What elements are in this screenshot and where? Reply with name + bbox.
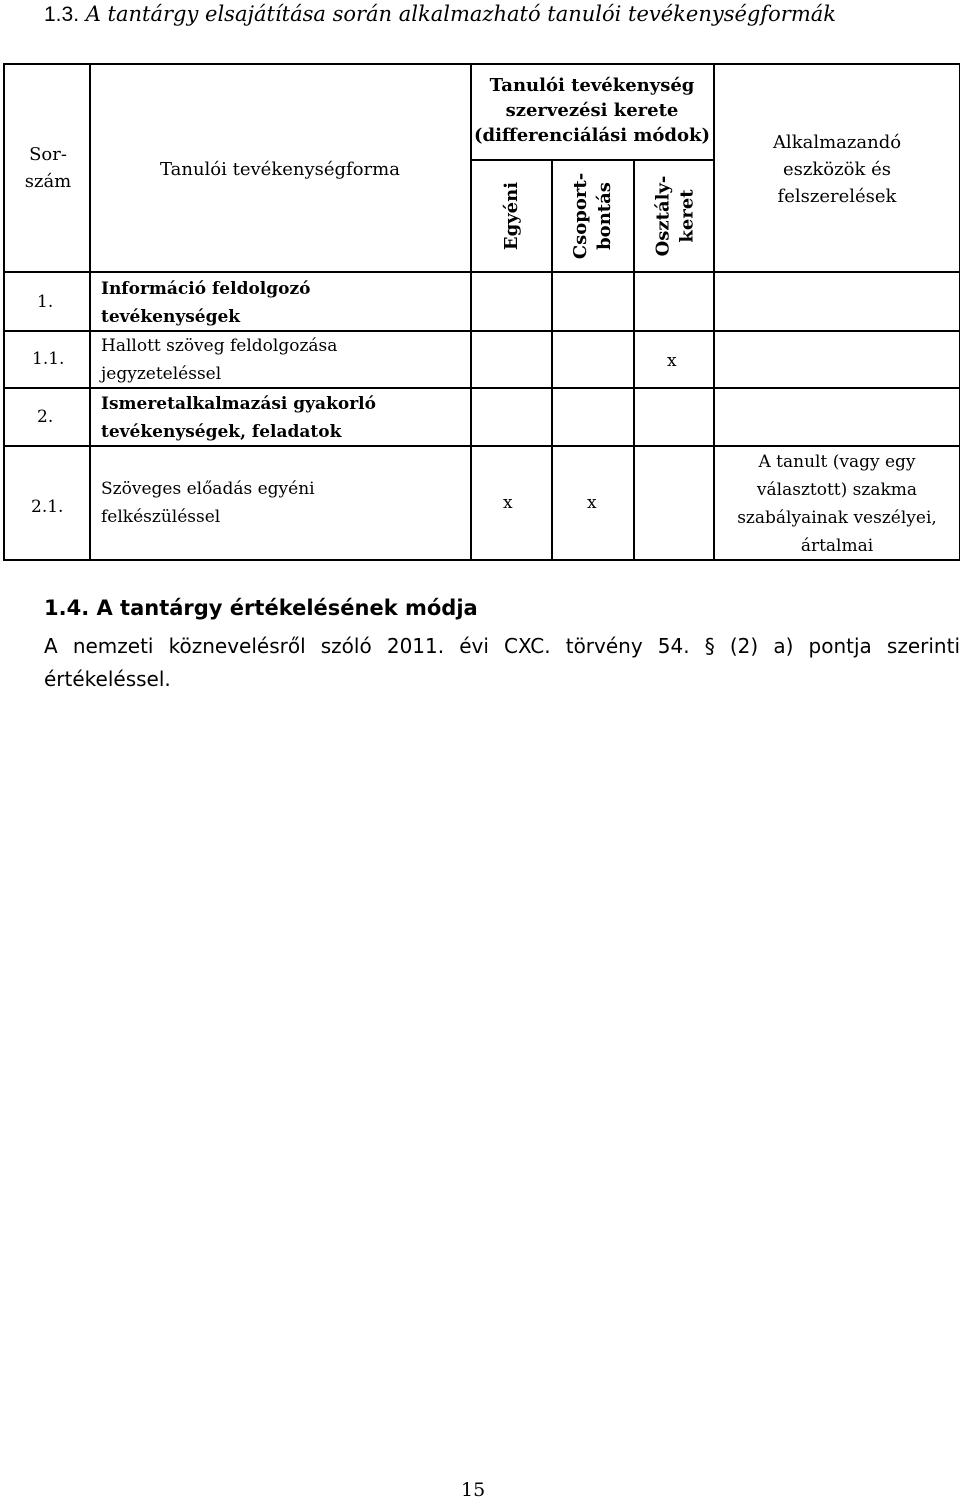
page-number: 15 (461, 1479, 486, 1501)
header-csoportbontas: Csoport- bontás (570, 172, 616, 260)
mark-egyeni: x (503, 493, 513, 513)
row-number: 2. (37, 407, 54, 427)
header-osztalykeret: Osztály- keret (652, 175, 697, 257)
mark-csoport: x (587, 493, 597, 513)
row-number: 2.1. (31, 497, 64, 517)
header-egyeni: Egyéni (501, 181, 522, 251)
section-number: 1.3. (44, 3, 80, 26)
row-number: 1.1. (32, 349, 65, 369)
header-framework: Tanulói tevékenység szervezési kerete (differenciálási módok) (473, 75, 711, 146)
activity-table (3, 63, 960, 560)
header-sorszam: Sor- szám (24, 144, 72, 192)
row-activity: Információ feldolgozó tevékenységek (101, 279, 311, 327)
row-activity: Hallott szöveg feldolgozása jegyzeteléssel (101, 336, 338, 384)
section-heading (44, 2, 836, 27)
header-equipment: Alkalmazandó eszközök és felszerelések (772, 132, 902, 207)
mark-osztaly: x (667, 351, 677, 371)
row-number: 1. (37, 292, 54, 312)
section-title: A tantárgy elsajátítása során alkalmazható tanulói tevékenységformák (85, 2, 836, 26)
evaluation-text: A nemzeti köznevelésről szóló 2011. évi CXC. törvény 54. § (2) a) pontja szerinti értékeléssel. (44, 634, 960, 691)
evaluation-title: 1.4. A tantárgy értékelésének módja (44, 596, 478, 620)
header-activity: Tanulói tevékenységforma (160, 159, 400, 180)
row-equipment: A tanult (vagy egy választott) szakma szabályainak veszélyei, ártalmai (737, 452, 937, 556)
row-activity: Ismeretalkalmazási gyakorló tevékenységek, feladatok (101, 394, 376, 442)
row-activity: Szöveges előadás egyéni felkészüléssel (101, 479, 315, 527)
